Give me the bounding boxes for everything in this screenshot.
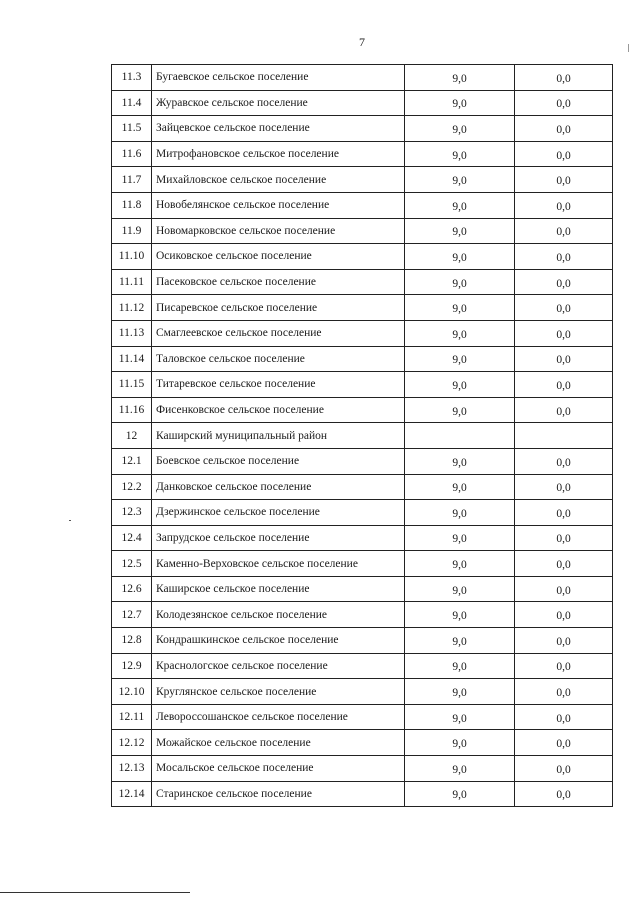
table-row bbox=[112, 628, 613, 654]
table-row bbox=[112, 295, 613, 321]
value-column-2: 0,0 bbox=[515, 781, 613, 807]
table-row bbox=[112, 372, 613, 398]
margin-dot bbox=[69, 520, 71, 521]
value-column-2: 0,0 bbox=[515, 397, 613, 423]
value-column-1: 9,0 bbox=[405, 397, 515, 423]
value-column-1: 9,0 bbox=[405, 500, 515, 526]
settlement-name: Каширское сельское поселение bbox=[152, 576, 405, 602]
table-row bbox=[112, 218, 613, 244]
value-column-1: 9,0 bbox=[405, 602, 515, 628]
value-column-2: 0,0 bbox=[515, 90, 613, 116]
value-column-1: 9,0 bbox=[405, 781, 515, 807]
value-column-1: 9,0 bbox=[405, 167, 515, 193]
settlement-name: Зайцевское сельское поселение bbox=[152, 116, 405, 142]
row-number: 12.1 bbox=[112, 448, 152, 474]
settlement-name: Колодезянское сельское поселение bbox=[152, 602, 405, 628]
settlement-name: Мосальское сельское поселение bbox=[152, 756, 405, 782]
settlement-name: Круглянское сельское поселение bbox=[152, 679, 405, 705]
table-row bbox=[112, 423, 613, 449]
value-column-1: 9,0 bbox=[405, 141, 515, 167]
settlement-name: Левороссошанское сельское поселение bbox=[152, 704, 405, 730]
table-row bbox=[112, 269, 613, 295]
row-number: 12.8 bbox=[112, 628, 152, 654]
value-column-2: 0,0 bbox=[515, 167, 613, 193]
table-row bbox=[112, 730, 613, 756]
row-number: 12.11 bbox=[112, 704, 152, 730]
value-column-2: 0,0 bbox=[515, 218, 613, 244]
table-row bbox=[112, 448, 613, 474]
settlement-name: Новомарковское сельское поселение bbox=[152, 218, 405, 244]
value-column-1: 9,0 bbox=[405, 269, 515, 295]
table-row bbox=[112, 397, 613, 423]
value-column-2: 0,0 bbox=[515, 244, 613, 270]
table-row bbox=[112, 704, 613, 730]
value-column-2: 0,0 bbox=[515, 551, 613, 577]
value-column-1: 9,0 bbox=[405, 628, 515, 654]
value-column-1: 9,0 bbox=[405, 244, 515, 270]
settlement-name: Старинское сельское поселение bbox=[152, 781, 405, 807]
value-column-1: 9,0 bbox=[405, 65, 515, 91]
row-number: 12.7 bbox=[112, 602, 152, 628]
value-column-1 bbox=[405, 423, 515, 449]
table-row bbox=[112, 141, 613, 167]
value-column-1: 9,0 bbox=[405, 756, 515, 782]
table-row bbox=[112, 474, 613, 500]
row-number: 12.13 bbox=[112, 756, 152, 782]
row-number: 11.6 bbox=[112, 141, 152, 167]
value-column-2: 0,0 bbox=[515, 269, 613, 295]
table-row bbox=[112, 244, 613, 270]
table-body bbox=[112, 65, 613, 807]
table-row bbox=[112, 346, 613, 372]
value-column-1: 9,0 bbox=[405, 551, 515, 577]
settlement-name: Данковское сельское поселение bbox=[152, 474, 405, 500]
value-column-1: 9,0 bbox=[405, 116, 515, 142]
value-column-2: 0,0 bbox=[515, 653, 613, 679]
row-number: 11.10 bbox=[112, 244, 152, 270]
value-column-2: 0,0 bbox=[515, 346, 613, 372]
value-column-1: 9,0 bbox=[405, 730, 515, 756]
value-column-1: 9,0 bbox=[405, 704, 515, 730]
page-number: 7 bbox=[359, 35, 365, 49]
value-column-2: 0,0 bbox=[515, 295, 613, 321]
row-number: 12.10 bbox=[112, 679, 152, 705]
table-row bbox=[112, 602, 613, 628]
footer-rule bbox=[0, 892, 190, 893]
row-number: 11.8 bbox=[112, 192, 152, 218]
value-column-1: 9,0 bbox=[405, 192, 515, 218]
value-column-2: 0,0 bbox=[515, 141, 613, 167]
settlement-name: Боевское сельское поселение bbox=[152, 448, 405, 474]
row-number: 11.15 bbox=[112, 372, 152, 398]
value-column-1: 9,0 bbox=[405, 372, 515, 398]
value-column-2: 0,0 bbox=[515, 704, 613, 730]
settlement-name: Фисенковское сельское поселение bbox=[152, 397, 405, 423]
settlement-name: Смаглеевское сельское поселение bbox=[152, 320, 405, 346]
settlement-name: Бугаевское сельское поселение bbox=[152, 65, 405, 91]
row-number: 11.3 bbox=[112, 65, 152, 91]
margin-mark bbox=[628, 44, 629, 52]
value-column-1: 9,0 bbox=[405, 448, 515, 474]
settlement-name: Запрудское сельское поселение bbox=[152, 525, 405, 551]
value-column-1: 9,0 bbox=[405, 218, 515, 244]
table-row bbox=[112, 653, 613, 679]
value-column-2: 0,0 bbox=[515, 192, 613, 218]
row-number: 12.5 bbox=[112, 551, 152, 577]
value-column-2: 0,0 bbox=[515, 500, 613, 526]
row-number: 11.12 bbox=[112, 295, 152, 321]
settlement-name: Митрофановское сельское поселение bbox=[152, 141, 405, 167]
settlement-name: Новобелянское сельское поселение bbox=[152, 192, 405, 218]
settlement-name: Можайское сельское поселение bbox=[152, 730, 405, 756]
value-column-2: 0,0 bbox=[515, 116, 613, 142]
row-number: 12.12 bbox=[112, 730, 152, 756]
value-column-2: 0,0 bbox=[515, 576, 613, 602]
settlement-name: Таловское сельское поселение bbox=[152, 346, 405, 372]
value-column-2: 0,0 bbox=[515, 602, 613, 628]
value-column-2: 0,0 bbox=[515, 756, 613, 782]
value-column-1: 9,0 bbox=[405, 576, 515, 602]
settlement-name: Кондрашкинское сельское поселение bbox=[152, 628, 405, 654]
settlement-name: Журавское сельское поселение bbox=[152, 90, 405, 116]
table-row bbox=[112, 167, 613, 193]
value-column-2 bbox=[515, 423, 613, 449]
value-column-2: 0,0 bbox=[515, 525, 613, 551]
row-number: 11.14 bbox=[112, 346, 152, 372]
row-number: 11.7 bbox=[112, 167, 152, 193]
settlement-name: Михайловское сельское поселение bbox=[152, 167, 405, 193]
settlement-name: Писаревское сельское поселение bbox=[152, 295, 405, 321]
value-column-1: 9,0 bbox=[405, 679, 515, 705]
row-number: 12.3 bbox=[112, 500, 152, 526]
row-number: 12.4 bbox=[112, 525, 152, 551]
row-number: 12.14 bbox=[112, 781, 152, 807]
settlement-name: Осиковское сельское поселение bbox=[152, 244, 405, 270]
row-number: 12.9 bbox=[112, 653, 152, 679]
value-column-1: 9,0 bbox=[405, 525, 515, 551]
value-column-2: 0,0 bbox=[515, 372, 613, 398]
value-column-1: 9,0 bbox=[405, 346, 515, 372]
settlement-name: Дзержинское сельское поселение bbox=[152, 500, 405, 526]
settlement-name: Каменно-Верховское сельское поселение bbox=[152, 551, 405, 577]
value-column-2: 0,0 bbox=[515, 628, 613, 654]
row-number: 12.2 bbox=[112, 474, 152, 500]
settlement-name: Каширский муниципальный район bbox=[152, 423, 405, 449]
table-row bbox=[112, 90, 613, 116]
value-column-2: 0,0 bbox=[515, 320, 613, 346]
table-row bbox=[112, 756, 613, 782]
settlement-name: Титаревское сельское поселение bbox=[152, 372, 405, 398]
table-row bbox=[112, 500, 613, 526]
table-row bbox=[112, 551, 613, 577]
settlement-name: Пасековское сельское поселение bbox=[152, 269, 405, 295]
table-row bbox=[112, 192, 613, 218]
settlements-table bbox=[111, 64, 613, 807]
row-number: 11.11 bbox=[112, 269, 152, 295]
value-column-1: 9,0 bbox=[405, 90, 515, 116]
row-number: 11.13 bbox=[112, 320, 152, 346]
value-column-1: 9,0 bbox=[405, 320, 515, 346]
value-column-1: 9,0 bbox=[405, 474, 515, 500]
row-number: 11.16 bbox=[112, 397, 152, 423]
row-number: 11.4 bbox=[112, 90, 152, 116]
table-row bbox=[112, 781, 613, 807]
value-column-2: 0,0 bbox=[515, 474, 613, 500]
row-number: 11.9 bbox=[112, 218, 152, 244]
value-column-2: 0,0 bbox=[515, 65, 613, 91]
table-row bbox=[112, 679, 613, 705]
table-row bbox=[112, 576, 613, 602]
table-row bbox=[112, 65, 613, 91]
value-column-2: 0,0 bbox=[515, 679, 613, 705]
value-column-2: 0,0 bbox=[515, 448, 613, 474]
table-row bbox=[112, 320, 613, 346]
value-column-1: 9,0 bbox=[405, 653, 515, 679]
table-row bbox=[112, 116, 613, 142]
row-number: 11.5 bbox=[112, 116, 152, 142]
row-number: 12 bbox=[112, 423, 152, 449]
value-column-1: 9,0 bbox=[405, 295, 515, 321]
settlement-name: Краснологское сельское поселение bbox=[152, 653, 405, 679]
table-row bbox=[112, 525, 613, 551]
row-number: 12.6 bbox=[112, 576, 152, 602]
value-column-2: 0,0 bbox=[515, 730, 613, 756]
